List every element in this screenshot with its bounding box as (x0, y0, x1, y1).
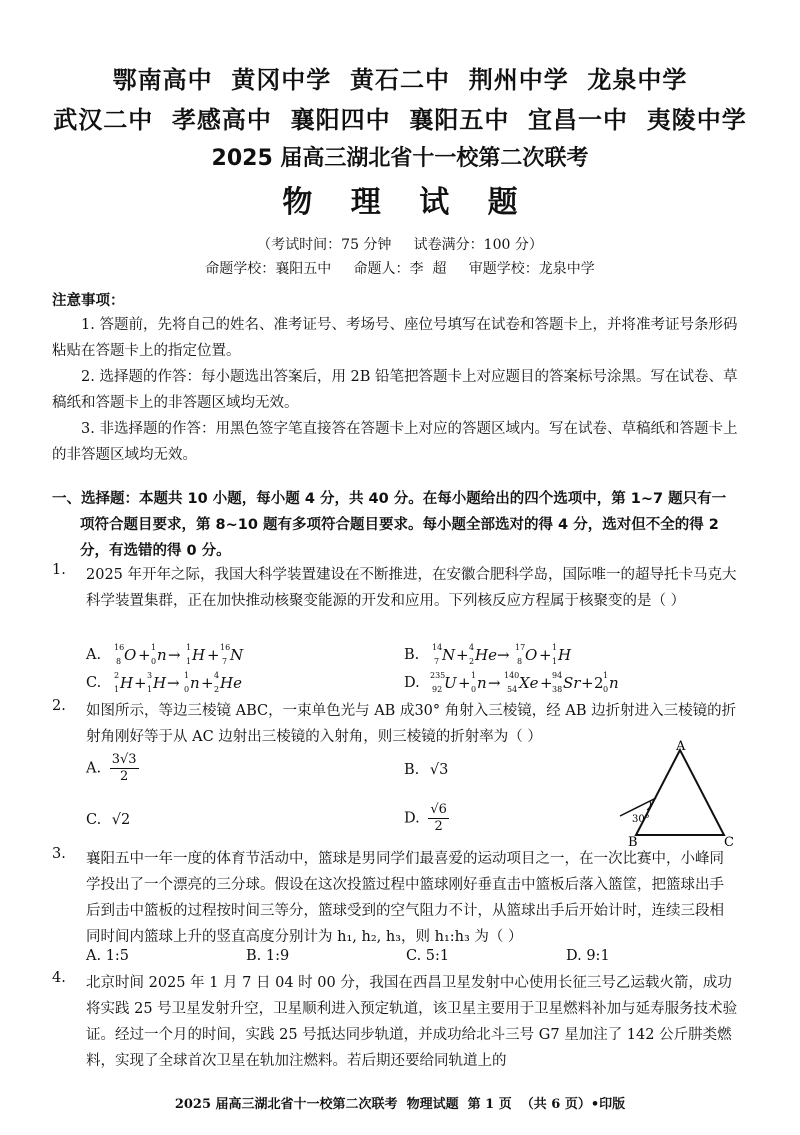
svg-text:+: + (581, 674, 594, 692)
question-2-text: 如图所示，等边三棱镜 ABC，一束单色光与 AB 成30° 角射入三棱镜，经 AB 边折射进入三棱镜的折射角刚好等于从 AC 边射出三棱镜的入射角，则三棱镜的折射率为（ ） (86, 703, 737, 745)
equation-a (106, 642, 286, 668)
question-1-number: 1. (52, 562, 66, 578)
svg-text:+: + (455, 646, 469, 664)
question-1-option-a[interactable] (86, 642, 286, 668)
svg-text:1: 1 (603, 671, 609, 680)
notice-item-2: 2. 选择题的作答：每小题选出答案后，用 2B 铅笔把答题卡上对应题目的答案标号涂黑。写在试卷、草稿纸和答题卡上的非答题区域均无效。 (52, 369, 738, 411)
svg-text:1: 1 (185, 657, 191, 666)
svg-text:16: 16 (113, 643, 124, 652)
notice-heading: 注意事项： (52, 292, 125, 309)
question-2-option-c[interactable] (86, 812, 130, 828)
question-1-text: 2025 年开年之际，我国大科学装置建设在不断推进，在安徽合肥科学岛，国际唯一的超导托卡马克大科学装置集群，正在加快推动核聚变能源的开发和应用。下列核反应方程属于核聚变的是（ ） (86, 567, 737, 609)
page-footer: 2025 届高三湖北省十一校第二次联考 物理试题 第 1 页 （共 6 页）•印版 (174, 1097, 626, 1112)
option-label: C. (86, 675, 102, 691)
svg-text:140: 140 (504, 671, 520, 680)
svg-text:2: 2 (594, 674, 604, 692)
svg-text:→: → (496, 646, 510, 664)
question-2-option-d[interactable] (404, 802, 449, 835)
equation-d (424, 670, 654, 696)
question-4-number: 4. (52, 970, 66, 986)
question-1-option-c[interactable] (86, 670, 286, 696)
fraction-3sqrt3-over-2: $\frac{3√3}{2}$ (111, 752, 137, 784)
vertex-c-label: C (724, 835, 734, 850)
svg-text:He: He (474, 646, 497, 664)
svg-text:→: → (488, 674, 501, 692)
question-3-number: 3. (52, 846, 66, 862)
svg-text:+: + (206, 646, 220, 664)
exam-time-info: （考试时间：75 分钟 试卷满分：100 分） (257, 237, 543, 253)
svg-text:n: n (189, 674, 200, 692)
question-1-option-d[interactable] (404, 670, 654, 696)
svg-text:1: 1 (551, 643, 557, 652)
section-1-intro: 一、选择题：本题共 10 小题，每小题 4 分，共 40 分。在每小题给出的四个选项中，第 1~7 题只有一项符合题目要求，第 8~10 题有多项符合题目要求。每小题全部选对的得 4 分，选对但不全的得 2 分，有选错的得 0 分。 (52, 491, 727, 559)
sqrt2: √2 (111, 812, 131, 828)
option-label: B. (404, 762, 420, 778)
svg-text:+: + (458, 674, 471, 692)
svg-text:+: + (538, 646, 552, 664)
svg-text:+: + (137, 646, 151, 664)
svg-text:0: 0 (471, 685, 477, 694)
svg-text:2: 2 (113, 671, 119, 680)
option-label: C. (86, 812, 102, 828)
svg-text:0: 0 (603, 685, 609, 694)
fraction-sqrt6-over-2: $\frac{√6}{2}$ (430, 802, 447, 834)
question-3-option-b[interactable]: B. 1:9 (246, 948, 290, 964)
school-list-line1: 鄂南高中 黄冈中学 黄石二中 荆州中学 龙泉中学 (112, 66, 688, 94)
equation-b (424, 642, 624, 668)
svg-text:H: H (119, 674, 133, 692)
option-label: D. (404, 810, 420, 827)
question-4-text: 北京时间 2025 年 1 月 7 日 04 时 00 分，我国在西昌卫星发射中心使用长征三号乙运载火箭，成功将实践 25 号卫星发射升空，卫星顺利进入预定轨道，该卫星主要用于卫星燃料补加与延寿服务技术验证。经过一个月的时间，实践 25 号抵达同步轨道，并成功给北斗三号 G7 星加注了 142 公斤肼类燃料，实现了全球首次卫星在轨加注燃料。若后期还要给同轨道上的 (86, 975, 738, 1069)
vertex-a-label: A (676, 740, 686, 754)
svg-text:H: H (191, 646, 205, 664)
svg-text:7: 7 (433, 657, 439, 666)
angle-label: 30° (632, 814, 650, 825)
svg-text:n: n (609, 674, 619, 692)
prism-diagram (612, 740, 752, 850)
option-label: A. (86, 760, 102, 777)
svg-text:n: n (156, 646, 167, 664)
svg-text:1: 1 (471, 671, 477, 680)
svg-text:1: 1 (113, 685, 119, 694)
svg-text:3: 3 (146, 671, 152, 680)
question-2-option-b[interactable] (404, 762, 448, 778)
vertex-b-label: B (628, 835, 638, 850)
equation-c (106, 670, 286, 696)
svg-text:16: 16 (219, 643, 230, 652)
svg-text:92: 92 (432, 685, 443, 694)
question-3-option-d[interactable]: D. 9:1 (566, 948, 610, 964)
svg-text:n: n (477, 674, 487, 692)
svg-text:+: + (133, 674, 147, 692)
svg-text:8: 8 (115, 657, 121, 666)
svg-text:+: + (200, 674, 214, 692)
question-3-text: 襄阳五中一年一度的体育节活动中，篮球是男同学们最喜爱的运动项目之一，在一次比赛中，小峰同学投出了一个漂亮的三分球。假设在这次投篮过程中篮球刚好垂直击中篮板后落入篮筐，把篮球出手后到击中篮板的过程按时间三等分，篮球受到的空气阻力不计，从篮球出手后开始计时，连续三段相同时间内篮球上升的竖直高度分别计为 h₁, h₂, h₃，则 h₁:h₃ 为（ ） (86, 851, 724, 945)
question-2-number: 2. (52, 698, 66, 714)
svg-text:14: 14 (431, 643, 443, 652)
svg-text:He: He (219, 674, 242, 692)
school-list-line2: 武汉二中 孝感高中 襄阳四中 襄阳五中 宜昌一中 夷陵中学 (53, 106, 747, 134)
svg-text:2: 2 (213, 685, 219, 694)
svg-text:O: O (524, 646, 538, 664)
question-1-option-b[interactable] (404, 642, 624, 668)
svg-text:N: N (441, 646, 455, 664)
notice-item-1: 1. 答题前，先将自己的姓名、准考证号、考场号、座位号填写在试卷和答题卡上，并将准考证号条形码粘贴在答题卡上的指定位置。 (52, 317, 738, 359)
svg-text:38: 38 (552, 685, 563, 694)
option-label: B. (404, 647, 420, 663)
svg-text:2: 2 (468, 657, 474, 666)
option-label: A. (86, 647, 102, 663)
svg-text:4: 4 (468, 643, 474, 652)
author-info: 命题学校：襄阳五中 命题人：李 超 审题学校：龙泉中学 (205, 261, 595, 277)
svg-text:17: 17 (514, 643, 526, 652)
sqrt3: √3 (429, 762, 449, 778)
svg-text:1: 1 (150, 643, 156, 652)
question-3-option-c[interactable]: C. 5:1 (406, 948, 450, 964)
svg-text:N: N (229, 646, 243, 664)
svg-text:7: 7 (221, 657, 227, 666)
exam-name: 2025 届高三湖北省十一校第二次联考 (211, 146, 589, 171)
question-2-option-a[interactable] (86, 752, 139, 785)
svg-text:U: U (444, 674, 457, 692)
svg-text:1: 1 (185, 643, 191, 652)
notice-item-3: 3. 非选择题的作答：用黑色签字笔直接答在答题卡上对应的答题区域内。写在试卷、草稿纸和答题卡上的非答题区域均无效。 (52, 421, 738, 463)
svg-text:94: 94 (552, 671, 563, 680)
svg-text:→: → (167, 646, 181, 664)
svg-text:1: 1 (183, 671, 189, 680)
option-label: D. (404, 675, 420, 691)
svg-text:54: 54 (507, 685, 518, 694)
svg-text:→: → (166, 674, 180, 692)
svg-text:1: 1 (551, 657, 557, 666)
question-3-options (86, 948, 726, 964)
subject-title: 物 理 试 题 (282, 185, 532, 220)
svg-text:Sr: Sr (563, 674, 581, 692)
question-3-option-a[interactable]: A. 1:5 (86, 948, 130, 964)
svg-text:0: 0 (150, 657, 156, 666)
svg-text:Xe: Xe (519, 674, 539, 692)
svg-text:4: 4 (213, 671, 219, 680)
svg-text:1: 1 (146, 685, 152, 694)
svg-text:H: H (152, 674, 166, 692)
svg-text:H: H (557, 646, 571, 664)
svg-text:+: + (540, 674, 553, 692)
svg-text:0: 0 (183, 685, 189, 694)
svg-text:235: 235 (430, 671, 446, 680)
svg-text:O: O (123, 646, 137, 664)
svg-text:8: 8 (516, 657, 522, 666)
